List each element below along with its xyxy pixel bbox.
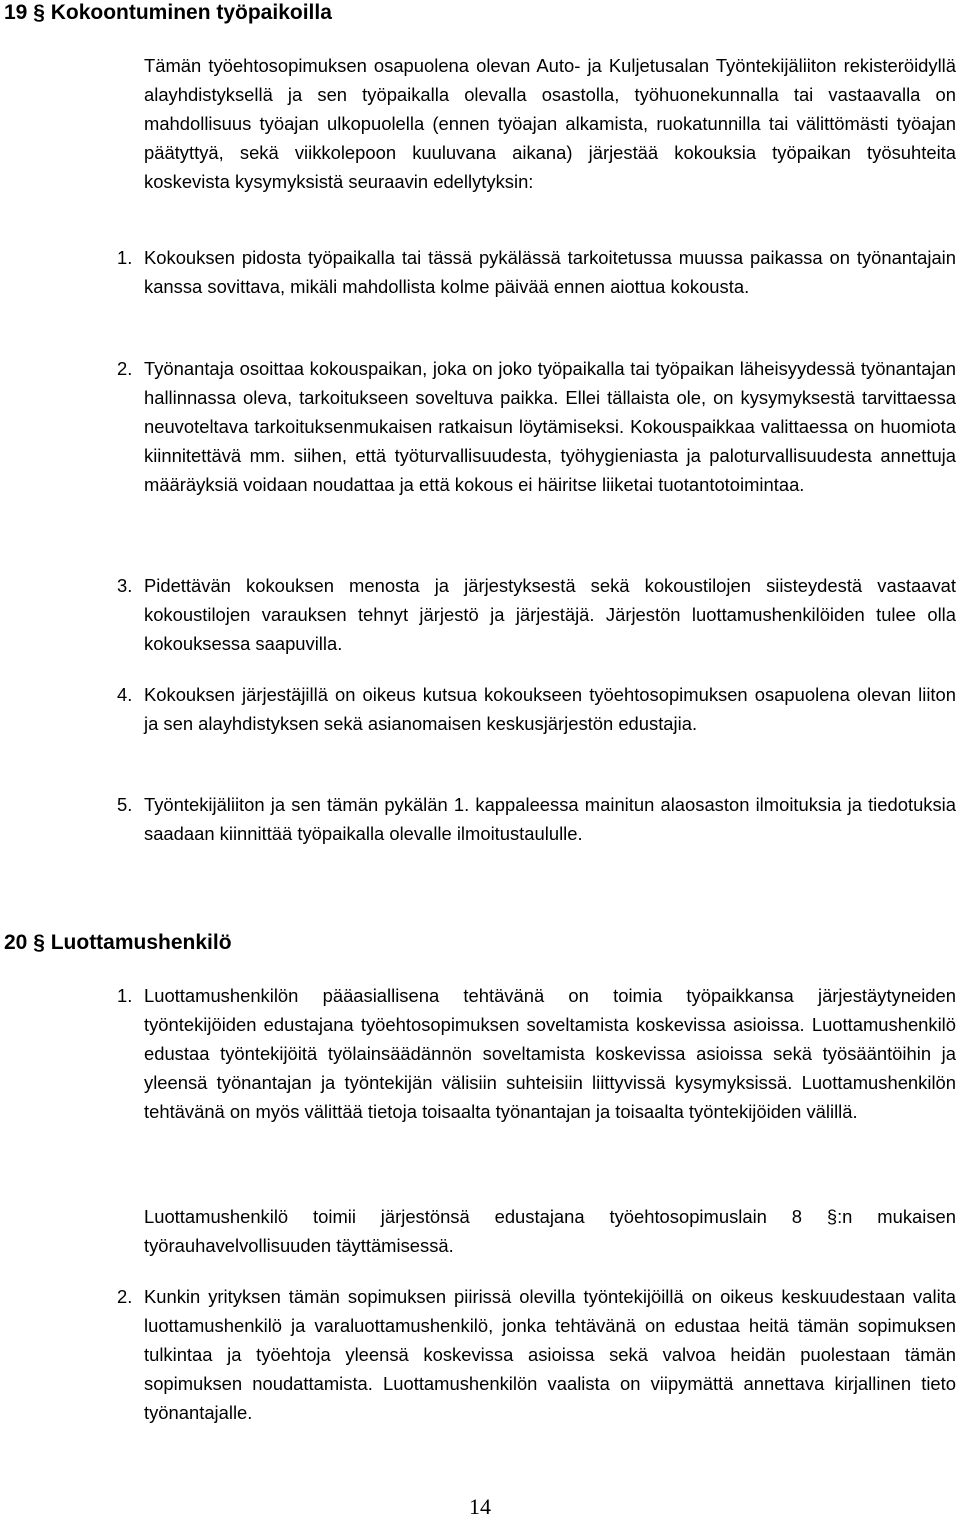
list-item-number: 4. — [117, 684, 133, 705]
section-19-heading: 19 § Kokoontuminen työpaikoilla — [4, 1, 332, 24]
section-19-list-item-2 — [117, 354, 956, 499]
list-item-text: Pidettävän kokouksen menosta ja järjestyksestä sekä kokoustilojen siisteydestä vastaavat kokoustilojen varauksen tehnyt järjestö ja järjestäjä. Järjestön luottamushenkilöiden tulee olla kokouksessa saapuvilla. — [144, 575, 956, 654]
section-20-list-item-2 — [117, 1282, 956, 1427]
list-item-text: Luottamushenkilön pääasiallisena tehtävänä on toimia työpaikkansa järjestäytyneiden työntekijöiden edustajana työehtosopimuksen soveltamista koskevissa asioissa. Luottamushenkilö edustaa työntekijöitä työlainsäädännön soveltamista koskevissa asioissa sekä työsääntöihin ja yleensä työnantajan ja työntekijän välisiin suhteisiin liittyvissä kysymyksissä. Luottamushenkilön tehtävänä on myös välittää tietoja toisaalta työnantajan ja toisaalta työntekijöiden välillä. — [144, 985, 956, 1122]
list-item-number: 1. — [117, 985, 133, 1006]
section-19-list-item-3 — [117, 571, 956, 658]
list-item-text: Työntekijäliiton ja sen tämän pykälän 1. kappaleessa mainitun alaosaston ilmoituksia ja tiedotuksia saadaan kiinnittää työpaikalla olevalle ilmoitustaululle. — [144, 794, 956, 844]
section-19-list-item-4 — [117, 680, 956, 738]
section-20-heading: 20 § Luottamushenkilö — [4, 931, 232, 954]
section-20-list-item-1 — [117, 981, 956, 1126]
list-item-number: 1. — [117, 247, 133, 268]
page-number: 14 — [469, 1494, 491, 1519]
section-19-list-item-1 — [117, 243, 956, 301]
list-item-number: 3. — [117, 575, 133, 596]
list-item-text: Kunkin yrityksen tämän sopimuksen piirissä olevilla työntekijöillä on oikeus keskuudestaan valita luottamushenkilö ja varaluottamushenkilö, jonka tehtävänä on edustaa heitä tämän sopimuksen tulkintaa ja työehtoja yleensä koskevissa asioissa sekä valvoa heidän puolestaan tämän sopimuksen noudattamista. Luottamushenkilön vaalista on viipymättä annettava kirjallinen tieto työnantajalle. — [144, 1286, 956, 1423]
section-19-list-item-5 — [117, 790, 956, 848]
section-19-intro-paragraph: Tämän työehtosopimuksen osapuolena olevan Auto- ja Kuljetusalan Työntekijäliiton rekisteröidyllä alayhdistyksellä ja sen työpaikalla olevalla osastolla, työhuonekunnalla tai vastaavalla on mahdollisuus työajan ulkopuolella (ennen työajan alkamista, ruokatunnilla tai välittömästi työajan päätyttyä, sekä viikkolepoon kuuluvana aikana) järjestää kokouksia työpaikan työsuhteita koskevista kysymyksistä seuraavin edellytyksin: — [144, 55, 956, 192]
list-item-number: 2. — [117, 1286, 133, 1307]
list-item-text: Kokouksen järjestäjillä on oikeus kutsua kokoukseen työehtosopimuksen osapuolena olevan liiton ja sen alayhdistyksen sekä asianomaisen keskusjärjestön edustajia. — [144, 684, 956, 734]
list-item-text: Työnantaja osoittaa kokouspaikan, joka on joko työpaikalla tai työpaikan läheisyydessä työnantajan hallinnassa oleva, tarkoitukseen soveltuva paikka. Ellei tällaista ole, on kysymyksestä tarvittaessa neuvoteltava tarkoituksenmukaisen ratkaisun löytämiseksi. Kokouspaikkaa valittaessa on huomiota kiinnitettävä mm. siihen, että työturvallisuudesta, työhygieniasta ja paloturvallisuudesta annettuja määräyksiä voidaan noudattaa ja että kokous ei häiritse liiketai tuotantotoimintaa. — [144, 358, 956, 495]
paragraph-text: Luottamushenkilö toimii järjestönsä edustajana työehtosopimuslain 8 §:n mukaisen työrauhavelvollisuuden täyttämisessä. — [144, 1206, 956, 1256]
section-20-paragraph — [144, 1202, 956, 1260]
list-item-number: 2. — [117, 358, 133, 379]
list-item-text: Kokouksen pidosta työpaikalla tai tässä pykälässä tarkoitetussa muussa paikassa on työnantajain kanssa sovittava, mikäli mahdollista kolme päivää ennen aiottua kokousta. — [144, 247, 956, 297]
list-item-number: 5. — [117, 794, 133, 815]
